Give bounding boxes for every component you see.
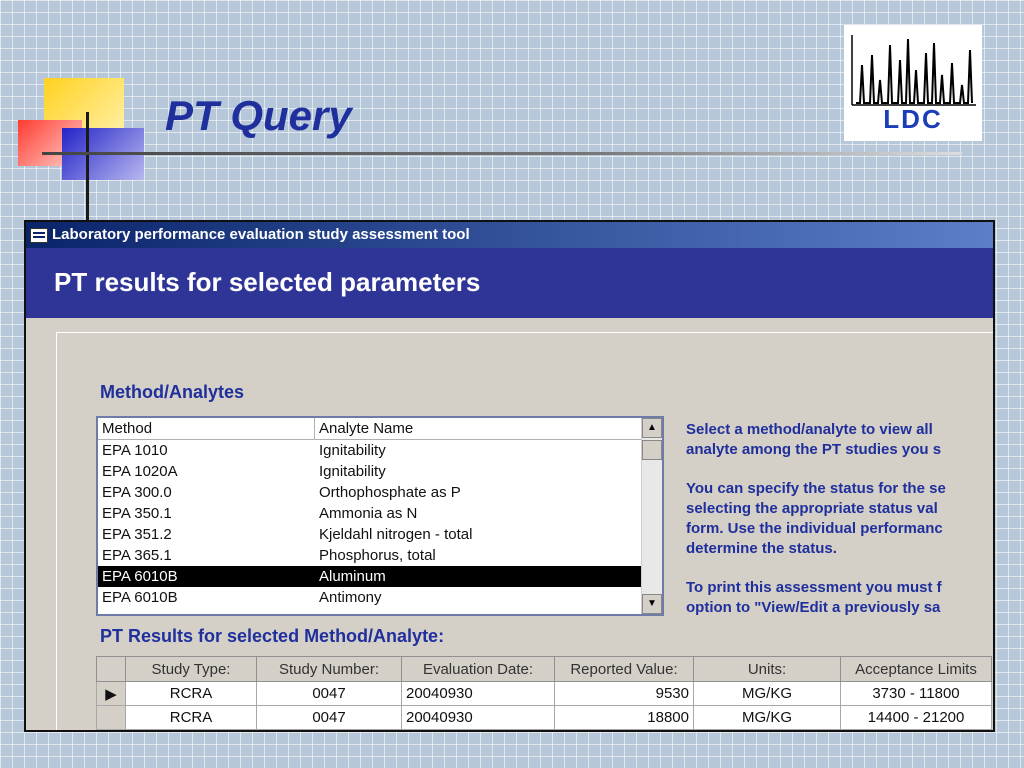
column-header-evaluation-date: Evaluation Date: — [402, 657, 555, 682]
list-item-selected[interactable] — [98, 566, 662, 587]
current-record-icon[interactable]: ▶ — [97, 682, 126, 706]
info-line: To print this assessment you must f — [686, 579, 942, 596]
scroll-up-arrow-icon[interactable]: ▲ — [642, 418, 662, 438]
list-item-analyte: Orthophosphate as P — [319, 484, 461, 501]
app-window — [24, 220, 995, 732]
window-title: Laboratory performance evaluation study assessment tool — [52, 226, 470, 243]
chromatogram-icon — [844, 25, 982, 113]
list-item-method: EPA 351.2 — [102, 526, 172, 543]
info-line: selecting the appropriate status val — [686, 500, 938, 517]
instructions-text — [686, 420, 995, 637]
table-row[interactable]: RCRA 0047 20040930 18800 MG/KG 14400 - 21200 — [97, 706, 992, 730]
list-item-analyte: Ignitability — [319, 463, 386, 480]
pt-results-label: PT Results for selected Method/Analyte: — [100, 626, 445, 646]
method-analytes-label: Method/Analytes — [100, 382, 245, 402]
listbox-scrollbar[interactable] — [641, 418, 662, 614]
scroll-thumb[interactable] — [642, 440, 662, 460]
column-header-reported-value: Reported Value: — [555, 657, 694, 682]
list-item-analyte: Phosphorus, total — [319, 547, 436, 564]
info-line: You can specify the status for the se — [686, 480, 946, 497]
info-line: analyte among the PT studies you s — [686, 441, 942, 458]
results-header-row — [97, 657, 992, 682]
column-header-analyte: Analyte Name — [319, 420, 414, 437]
list-item-analyte: Antimony — [319, 589, 382, 606]
form-icon — [30, 228, 48, 243]
results-table — [96, 656, 992, 730]
decor-vertical-line — [86, 112, 89, 222]
info-line: determine the status. — [686, 540, 837, 557]
list-item[interactable] — [98, 440, 662, 461]
list-item-method: EPA 6010B — [102, 589, 178, 606]
list-item[interactable] — [98, 524, 662, 545]
list-item-method: EPA 300.0 — [102, 484, 172, 501]
table-row[interactable]: ▶ RCRA 0047 20040930 9530 MG/KG 3730 - 11800 — [97, 682, 992, 706]
info-line: option to "View/Edit a previously sa — [686, 599, 941, 616]
window-titlebar — [26, 222, 993, 248]
info-line: Select a method/analyte to view all — [686, 421, 933, 438]
info-line: form. Use the individual performanc — [686, 520, 943, 537]
scroll-down-arrow-icon[interactable]: ▼ — [642, 594, 662, 614]
column-header-study-number: Study Number: — [257, 657, 402, 682]
listbox-header — [98, 418, 662, 440]
list-item[interactable] — [98, 461, 662, 482]
list-item-analyte: Ignitability — [319, 442, 386, 459]
form-header: PT results for selected parameters — [26, 248, 993, 318]
record-selector-header — [97, 657, 126, 682]
list-item-method: EPA 1010 — [102, 442, 168, 459]
column-header-units: Units: — [694, 657, 841, 682]
slide-title: PT Query — [165, 92, 352, 139]
list-item[interactable] — [98, 482, 662, 503]
column-header-study-type: Study Type: — [126, 657, 257, 682]
list-item-method: EPA 6010B — [102, 568, 178, 585]
list-item[interactable] — [98, 503, 662, 524]
list-item-analyte: Ammonia as N — [319, 505, 418, 522]
logo-text: LDC — [883, 104, 943, 134]
list-item-method: EPA 365.1 — [102, 547, 172, 564]
column-header-acceptance-limits: Acceptance Limits — [841, 657, 992, 682]
list-item[interactable] — [98, 587, 662, 608]
decor-horizontal-line — [42, 152, 962, 155]
column-header-method: Method — [98, 418, 315, 439]
ldc-logo — [844, 25, 982, 141]
record-selector[interactable] — [97, 706, 126, 730]
method-analyte-listbox[interactable] — [96, 416, 664, 616]
list-item-method: EPA 1020A — [102, 463, 178, 480]
list-item-analyte: Kjeldahl nitrogen - total — [319, 526, 473, 543]
list-item-method: EPA 350.1 — [102, 505, 172, 522]
list-item-analyte: Aluminum — [319, 568, 386, 585]
list-item[interactable] — [98, 545, 662, 566]
